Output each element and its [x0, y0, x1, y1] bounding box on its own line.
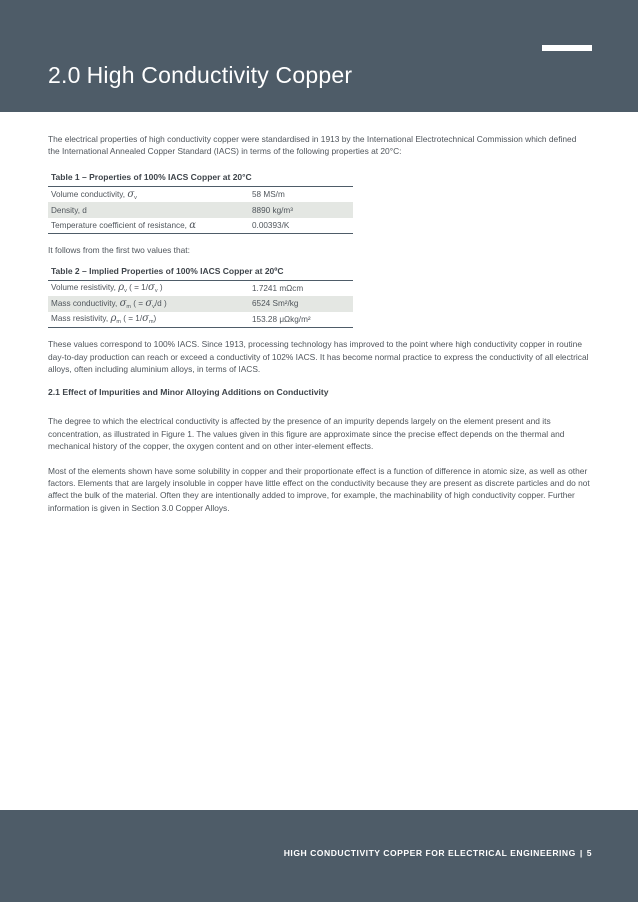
table-row: [48, 187, 353, 203]
row-value: 58 MS/m: [252, 190, 285, 200]
follows-paragraph: It follows from the first two values that:: [48, 245, 190, 256]
table1: [48, 186, 353, 235]
sigma-symbol: σ: [142, 313, 149, 325]
header-accent-bar: [542, 45, 592, 51]
alpha-symbol: α: [189, 220, 196, 232]
formula-pre: ( = 1/: [126, 283, 148, 293]
section-number: 2.0: [48, 62, 81, 88]
rho-symbol: ρ: [118, 282, 125, 294]
table-row: [48, 312, 353, 328]
formula-post: ): [153, 314, 157, 324]
table-row: [48, 281, 353, 297]
solubility-paragraph: Most of the elements shown have some solubility in copper and their proportionate effect is a function of difference in atomic size, as well as other factors. Elements that are largely insoluble in copper have little effect on the conductivity because they are present as discrete particles and do not affect the bulk of the material. Often they are intentionally added to improve, for example, the machinability of high conductivity copper. Further information is given in Section 3.0 Copper Alloys.: [48, 465, 590, 513]
row-label: Temperature coefficient of resistance,: [51, 221, 190, 231]
row-value: 6524 Sm²/kg: [249, 296, 353, 312]
subsection-heading: 2.1 Effect of Impurities and Minor Alloying Additions on Conductivity: [48, 387, 329, 398]
footer-separator: |: [579, 848, 583, 858]
table2-title: Table 2 – Implied Properties of 100% IACS Copper at 20ºC: [51, 265, 284, 276]
row-subscript: v: [134, 194, 137, 201]
row-label: Mass resistivity,: [51, 314, 111, 324]
table-row: [48, 202, 353, 218]
row-label: Volume conductivity,: [51, 189, 128, 199]
table1-title: Table 1 – Properties of 100% IACS Copper at 20°C: [51, 171, 252, 182]
table-row: [48, 218, 353, 234]
sigma-symbol: σ: [148, 282, 155, 294]
sigma-symbol: σ: [145, 297, 153, 309]
formula-subscript: v: [154, 288, 158, 295]
footer-text: [284, 848, 592, 858]
row-value: 8890 kg/m³: [249, 202, 353, 218]
row-label: Volume resistivity,: [51, 283, 119, 293]
row-label: Density, d: [48, 202, 249, 218]
impurities-paragraph: The degree to which the electrical conductivity is affected by the presence of an impurity depends largely on the element present and its concentration, as illustrated in Figure 1. The values given in this figure are approximate since the precise effect depends on the thermal and mechanical history of the copper, the oxygen content and on other inter-element effects.: [48, 416, 565, 452]
row-value: 153.28 μΩkg/m²: [249, 312, 353, 328]
row-value: 1.7241 mΩcm: [252, 283, 304, 293]
page-number: 5: [586, 848, 592, 858]
row-subscript: m: [116, 319, 121, 326]
footer-title: HIGH CONDUCTIVITY COPPER FOR ELECTRICAL ENGINEERING: [283, 848, 576, 858]
formula-subscript: v: [152, 303, 155, 310]
row-subscript: v: [124, 288, 127, 295]
section-title: High Conductivity Copper: [86, 62, 353, 88]
formula-pre: ( = 1/: [120, 314, 143, 324]
sigma-symbol: σ: [119, 297, 127, 309]
rho-symbol: ρ: [110, 313, 117, 325]
page-content: [48, 133, 590, 514]
page-title: [48, 62, 352, 89]
row-subscript: m: [126, 303, 131, 310]
page-header: [0, 0, 638, 112]
values-paragraph: These values correspond to 100% IACS. Since 1913, processing technology has improved to the point where high conductivity copper in routine day-to-day production can reach or exceed a conductivity of 102% IACS. It has become normal practice to express the conductivity of all electrical alloys, often including aluminium alloys, in terms of IACS.: [48, 339, 589, 375]
formula-post: ): [157, 283, 163, 293]
page-footer: [0, 810, 638, 902]
formula-subscript: m: [148, 319, 154, 326]
table2: [48, 280, 353, 329]
sigma-symbol: σ: [127, 188, 135, 200]
formula-pre: ( =: [130, 298, 146, 308]
formula-post: /d ): [154, 298, 167, 308]
intro-paragraph: The electrical properties of high conductivity copper were standardised in 1913 by the International Electrotechnical Commission which defined the International Annealed Copper Standard (IACS) in terms of the following properties at 20°C:: [48, 134, 577, 157]
row-value: 0.00393/K: [249, 218, 353, 234]
row-label: Mass conductivity,: [51, 298, 120, 308]
table-row: [48, 296, 353, 312]
